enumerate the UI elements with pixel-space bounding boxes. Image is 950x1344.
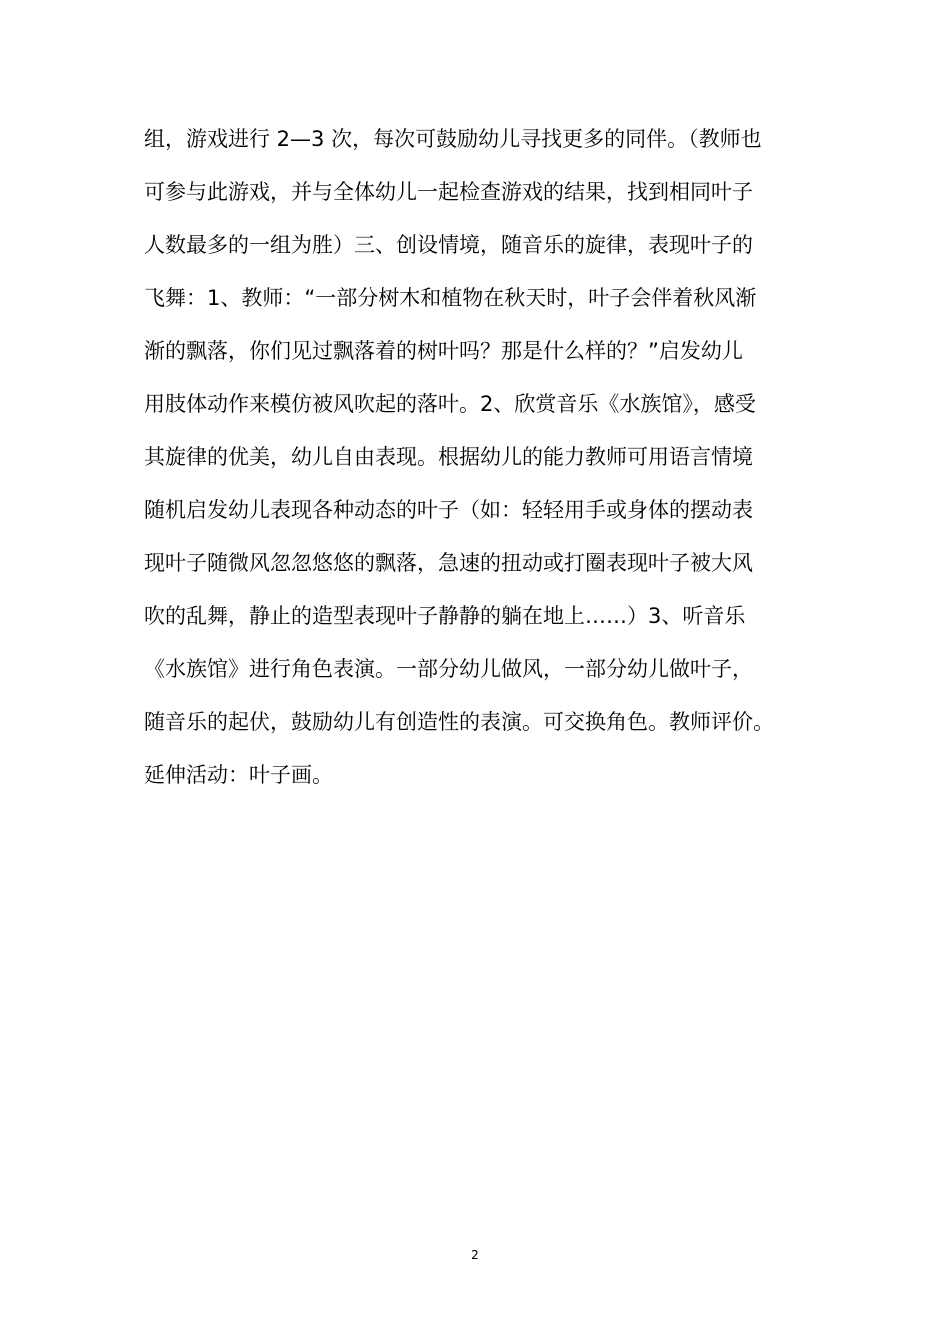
text-line: 可参与此游戏，并与全体幼儿一起检查游戏的结果，找到相同叶子 bbox=[144, 180, 753, 204]
text-line: 人数最多的一组为胜）三、创设情境，随音乐的旋律，表现叶子的 bbox=[144, 233, 753, 257]
text-line: 飞舞：1、教师：“一部分树木和植物在秋天时，叶子会伴着秋风渐 bbox=[144, 286, 757, 310]
text-line: 用肢体动作来模仿被风吹起的落叶。2、欣赏音乐《水族馆》，感受 bbox=[144, 392, 756, 416]
text-line: 随音乐的起伏，鼓励幼儿有创造性的表演。可交换角色。教师评价。 bbox=[144, 710, 774, 734]
text-line: 随机启发幼儿表现各种动态的叶子（如：轻轻用手或身体的摆动表 bbox=[144, 498, 753, 522]
body-text bbox=[144, 118, 844, 807]
text-line: 现叶子随微风忽忽悠悠的飘落，急速的扭动或打圈表现叶子被大风 bbox=[144, 551, 753, 575]
text-line: 组，游戏进行 2—3 次，每次可鼓励幼儿寻找更多的同伴。（教师也 bbox=[144, 127, 762, 151]
page-number: 2 bbox=[471, 1248, 479, 1262]
text-line: 吹的乱舞，静止的造型表现叶子静静的躺在地上……）3、听音乐 bbox=[144, 604, 746, 628]
text-line: 《水族馆》进行角色表演。一部分幼儿做风，一部分幼儿做叶子， bbox=[144, 657, 753, 681]
text-line: 其旋律的优美，幼儿自由表现。根据幼儿的能力教师可用语言情境 bbox=[144, 445, 753, 469]
text-line: 延伸活动：叶子画。 bbox=[144, 763, 333, 787]
text-line: 渐的飘落，你们见过飘落着的树叶吗？那是什么样的？”启发幼儿 bbox=[144, 339, 743, 363]
